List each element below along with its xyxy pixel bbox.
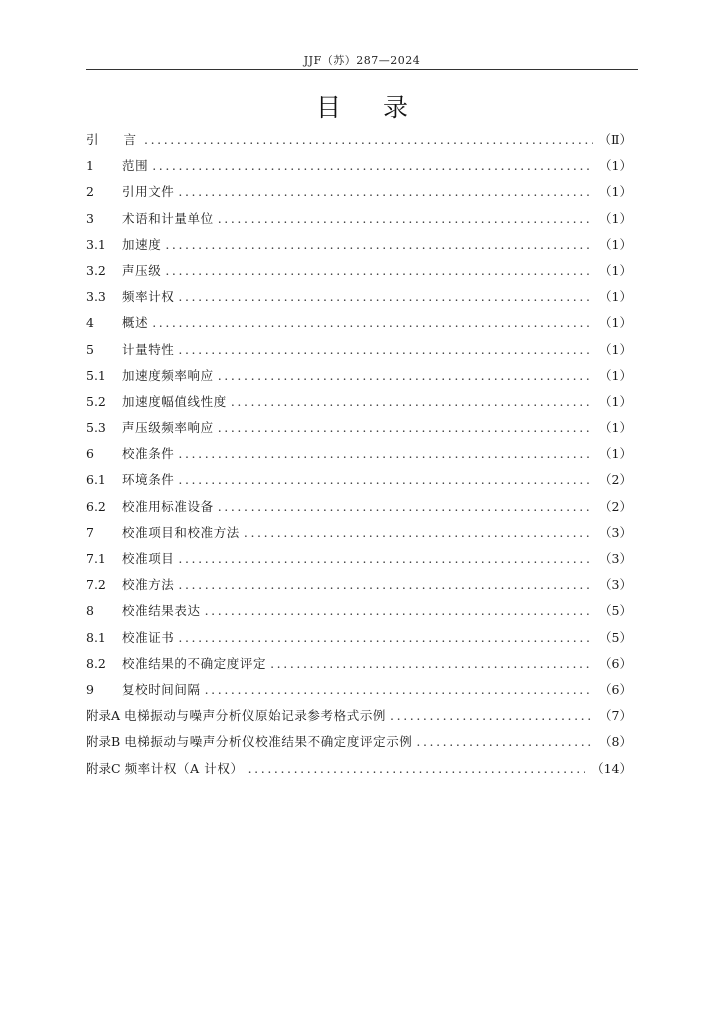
toc-dot-leader — [416, 734, 593, 749]
toc-entry-number: 8.1 — [86, 629, 106, 645]
toc-entry-label: 环境条件 — [122, 472, 175, 488]
toc-entry[interactable] — [86, 706, 632, 732]
toc-entry[interactable] — [86, 392, 632, 418]
toc-entry-label: 术语和计量单位 — [122, 210, 214, 226]
toc-entry-page: （1） — [599, 158, 632, 174]
toc-dot-leader — [218, 368, 593, 383]
toc-entry-page: （1） — [599, 262, 632, 278]
toc-entry-number: 4 — [86, 315, 94, 331]
toc-entry-page: （3） — [599, 577, 632, 593]
toc-entry-page: （2） — [599, 472, 632, 488]
toc-dot-leader — [231, 394, 593, 409]
toc-entry-label: 校准条件 — [122, 446, 175, 462]
toc-dot-leader — [218, 499, 593, 514]
toc-entry-number: 附录A — [86, 708, 121, 724]
toc-entry-page: （1） — [599, 367, 632, 383]
toc-dot-leader — [165, 237, 593, 252]
toc-entry-label: 引用文件 — [122, 184, 175, 200]
toc-entry-page: （1） — [599, 420, 632, 436]
toc-entry-number: 附录C — [86, 760, 121, 776]
toc-entry[interactable] — [86, 444, 632, 470]
toc-entry-number: 6.2 — [86, 498, 106, 514]
toc-entry-page: （6） — [599, 655, 632, 671]
toc-entry-page: （2） — [599, 498, 632, 514]
toc-entry-label: 范围 — [122, 158, 149, 174]
toc-dot-leader — [178, 289, 593, 304]
toc-entry[interactable] — [86, 523, 632, 549]
toc-dot-leader — [178, 446, 593, 461]
toc-dot-leader — [218, 420, 593, 435]
toc-dot-leader — [152, 315, 593, 330]
toc-entry[interactable] — [86, 628, 632, 654]
toc-dot-leader — [178, 342, 593, 357]
toc-entry-number: 5.3 — [86, 420, 106, 436]
toc-dot-leader — [165, 263, 593, 278]
toc-entry[interactable] — [86, 235, 632, 261]
toc-entry-label: 电梯振动与噪声分析仪校准结果不确定度评定示例 — [124, 734, 413, 750]
toc-entry-label: 校准结果的不确定度评定 — [122, 655, 267, 671]
toc-entry-number: 2 — [86, 184, 94, 200]
toc-dot-leader — [270, 656, 593, 671]
toc-entry[interactable] — [86, 680, 632, 706]
toc-entry[interactable] — [86, 313, 632, 339]
toc-entry[interactable] — [86, 130, 632, 156]
toc-entry-page: （1） — [599, 315, 632, 331]
toc-entry-number: 3 — [86, 210, 94, 226]
toc-dot-leader — [205, 603, 593, 618]
toc-entry[interactable] — [86, 470, 632, 496]
header-rule — [86, 69, 638, 70]
toc-entry-label: 校准结果表达 — [122, 603, 201, 619]
toc-entry-page: （8） — [599, 734, 632, 750]
toc-dot-leader — [390, 708, 593, 723]
toc-entry-number: 6 — [86, 446, 94, 462]
toc-entry-number: 3.3 — [86, 289, 106, 305]
toc-entry-page: （6） — [599, 681, 632, 697]
toc-entry[interactable] — [86, 209, 632, 235]
toc-entry-label: 校准方法 — [122, 577, 175, 593]
toc-entry[interactable] — [86, 654, 632, 680]
toc-entry-page: （1） — [599, 184, 632, 200]
toc-entry[interactable] — [86, 340, 632, 366]
toc-entry[interactable] — [86, 497, 632, 523]
table-of-contents — [86, 130, 632, 785]
toc-entry-number: 附录B — [86, 734, 121, 750]
toc-entry-page: （1） — [599, 341, 632, 357]
toc-entry-label: 声压级 — [122, 262, 162, 278]
toc-entry-page: （Ⅱ） — [598, 132, 632, 147]
toc-entry-number: 8.2 — [86, 655, 106, 671]
toc-entry[interactable] — [86, 575, 632, 601]
toc-dot-leader — [178, 577, 593, 592]
toc-dot-leader — [178, 184, 593, 199]
toc-entry[interactable] — [86, 549, 632, 575]
toc-entry-page: （1） — [599, 236, 632, 252]
toc-dot-leader — [218, 211, 593, 226]
toc-dot-leader — [178, 472, 593, 487]
toc-entry-number: 5 — [86, 341, 94, 357]
toc-entry-number: 1 — [86, 158, 94, 174]
toc-dot-leader — [248, 761, 586, 776]
toc-entry-page: （1） — [599, 210, 632, 226]
toc-entry-label: 频率计权（A 计权） — [124, 760, 244, 776]
toc-entry-label: 校准项目 — [122, 551, 175, 566]
toc-entry[interactable] — [86, 732, 632, 758]
toc-entry-number: 引 言 — [86, 132, 137, 147]
toc-entry-label: 校准用标准设备 — [122, 498, 214, 514]
toc-entry[interactable] — [86, 287, 632, 313]
toc-title: 目录 — [315, 93, 450, 122]
toc-entry-page: （3） — [599, 524, 632, 540]
toc-entry-number: 8 — [86, 603, 94, 619]
toc-entry-page: （1） — [599, 446, 632, 462]
toc-entry-label: 计量特性 — [122, 341, 175, 357]
toc-entry-number: 3.1 — [86, 236, 106, 252]
toc-entry-number: 7 — [86, 524, 94, 540]
toc-entry-label: 声压级频率响应 — [122, 420, 214, 436]
toc-entry-page: （7） — [599, 708, 632, 724]
toc-entry-page: （5） — [599, 603, 632, 619]
toc-entry[interactable] — [86, 759, 632, 785]
toc-entry-page: （1） — [599, 289, 632, 305]
toc-entry[interactable] — [86, 182, 632, 208]
toc-entry-page: （5） — [599, 629, 632, 645]
toc-entry-label: 加速度 — [122, 236, 162, 252]
toc-entry-number: 3.2 — [86, 262, 106, 278]
toc-entry-label: 复校时间间隔 — [122, 681, 201, 697]
page-header-code: JJF（苏）287—2024 — [303, 54, 421, 67]
toc-entry[interactable] — [86, 601, 632, 627]
toc-entry-label: 频率计权 — [122, 289, 175, 305]
toc-entry-number: 6.1 — [86, 472, 106, 488]
toc-entry-label: 概述 — [122, 315, 149, 331]
toc-entry-label: 校准证书 — [122, 629, 175, 645]
toc-entry-number: 7.1 — [86, 551, 106, 566]
toc-entry-number: 9 — [86, 681, 94, 697]
toc-entry-label: 加速度频率响应 — [122, 367, 214, 383]
toc-entry-label: 电梯振动与噪声分析仪原始记录参考格式示例 — [124, 708, 387, 724]
toc-entry[interactable] — [86, 261, 632, 287]
toc-entry[interactable] — [86, 366, 632, 392]
toc-entry-label: 校准项目和校准方法 — [122, 524, 240, 540]
toc-dot-leader — [244, 525, 593, 540]
toc-entry-page: （14） — [591, 760, 632, 776]
toc-entry-number: 5.1 — [86, 367, 106, 383]
toc-dot-leader — [144, 132, 592, 147]
toc-entry-page: （1） — [599, 393, 632, 409]
toc-entry-number: 7.2 — [86, 577, 106, 593]
toc-dot-leader — [205, 682, 593, 697]
toc-dot-leader — [178, 630, 593, 645]
toc-entry-number: 5.2 — [86, 393, 106, 409]
toc-entry[interactable] — [86, 156, 632, 182]
toc-entry-page: （3） — [599, 551, 632, 566]
toc-dot-leader — [152, 158, 593, 173]
toc-dot-leader — [178, 551, 593, 566]
toc-entry[interactable] — [86, 418, 632, 444]
toc-entry-label: 加速度幅值线性度 — [122, 393, 227, 409]
